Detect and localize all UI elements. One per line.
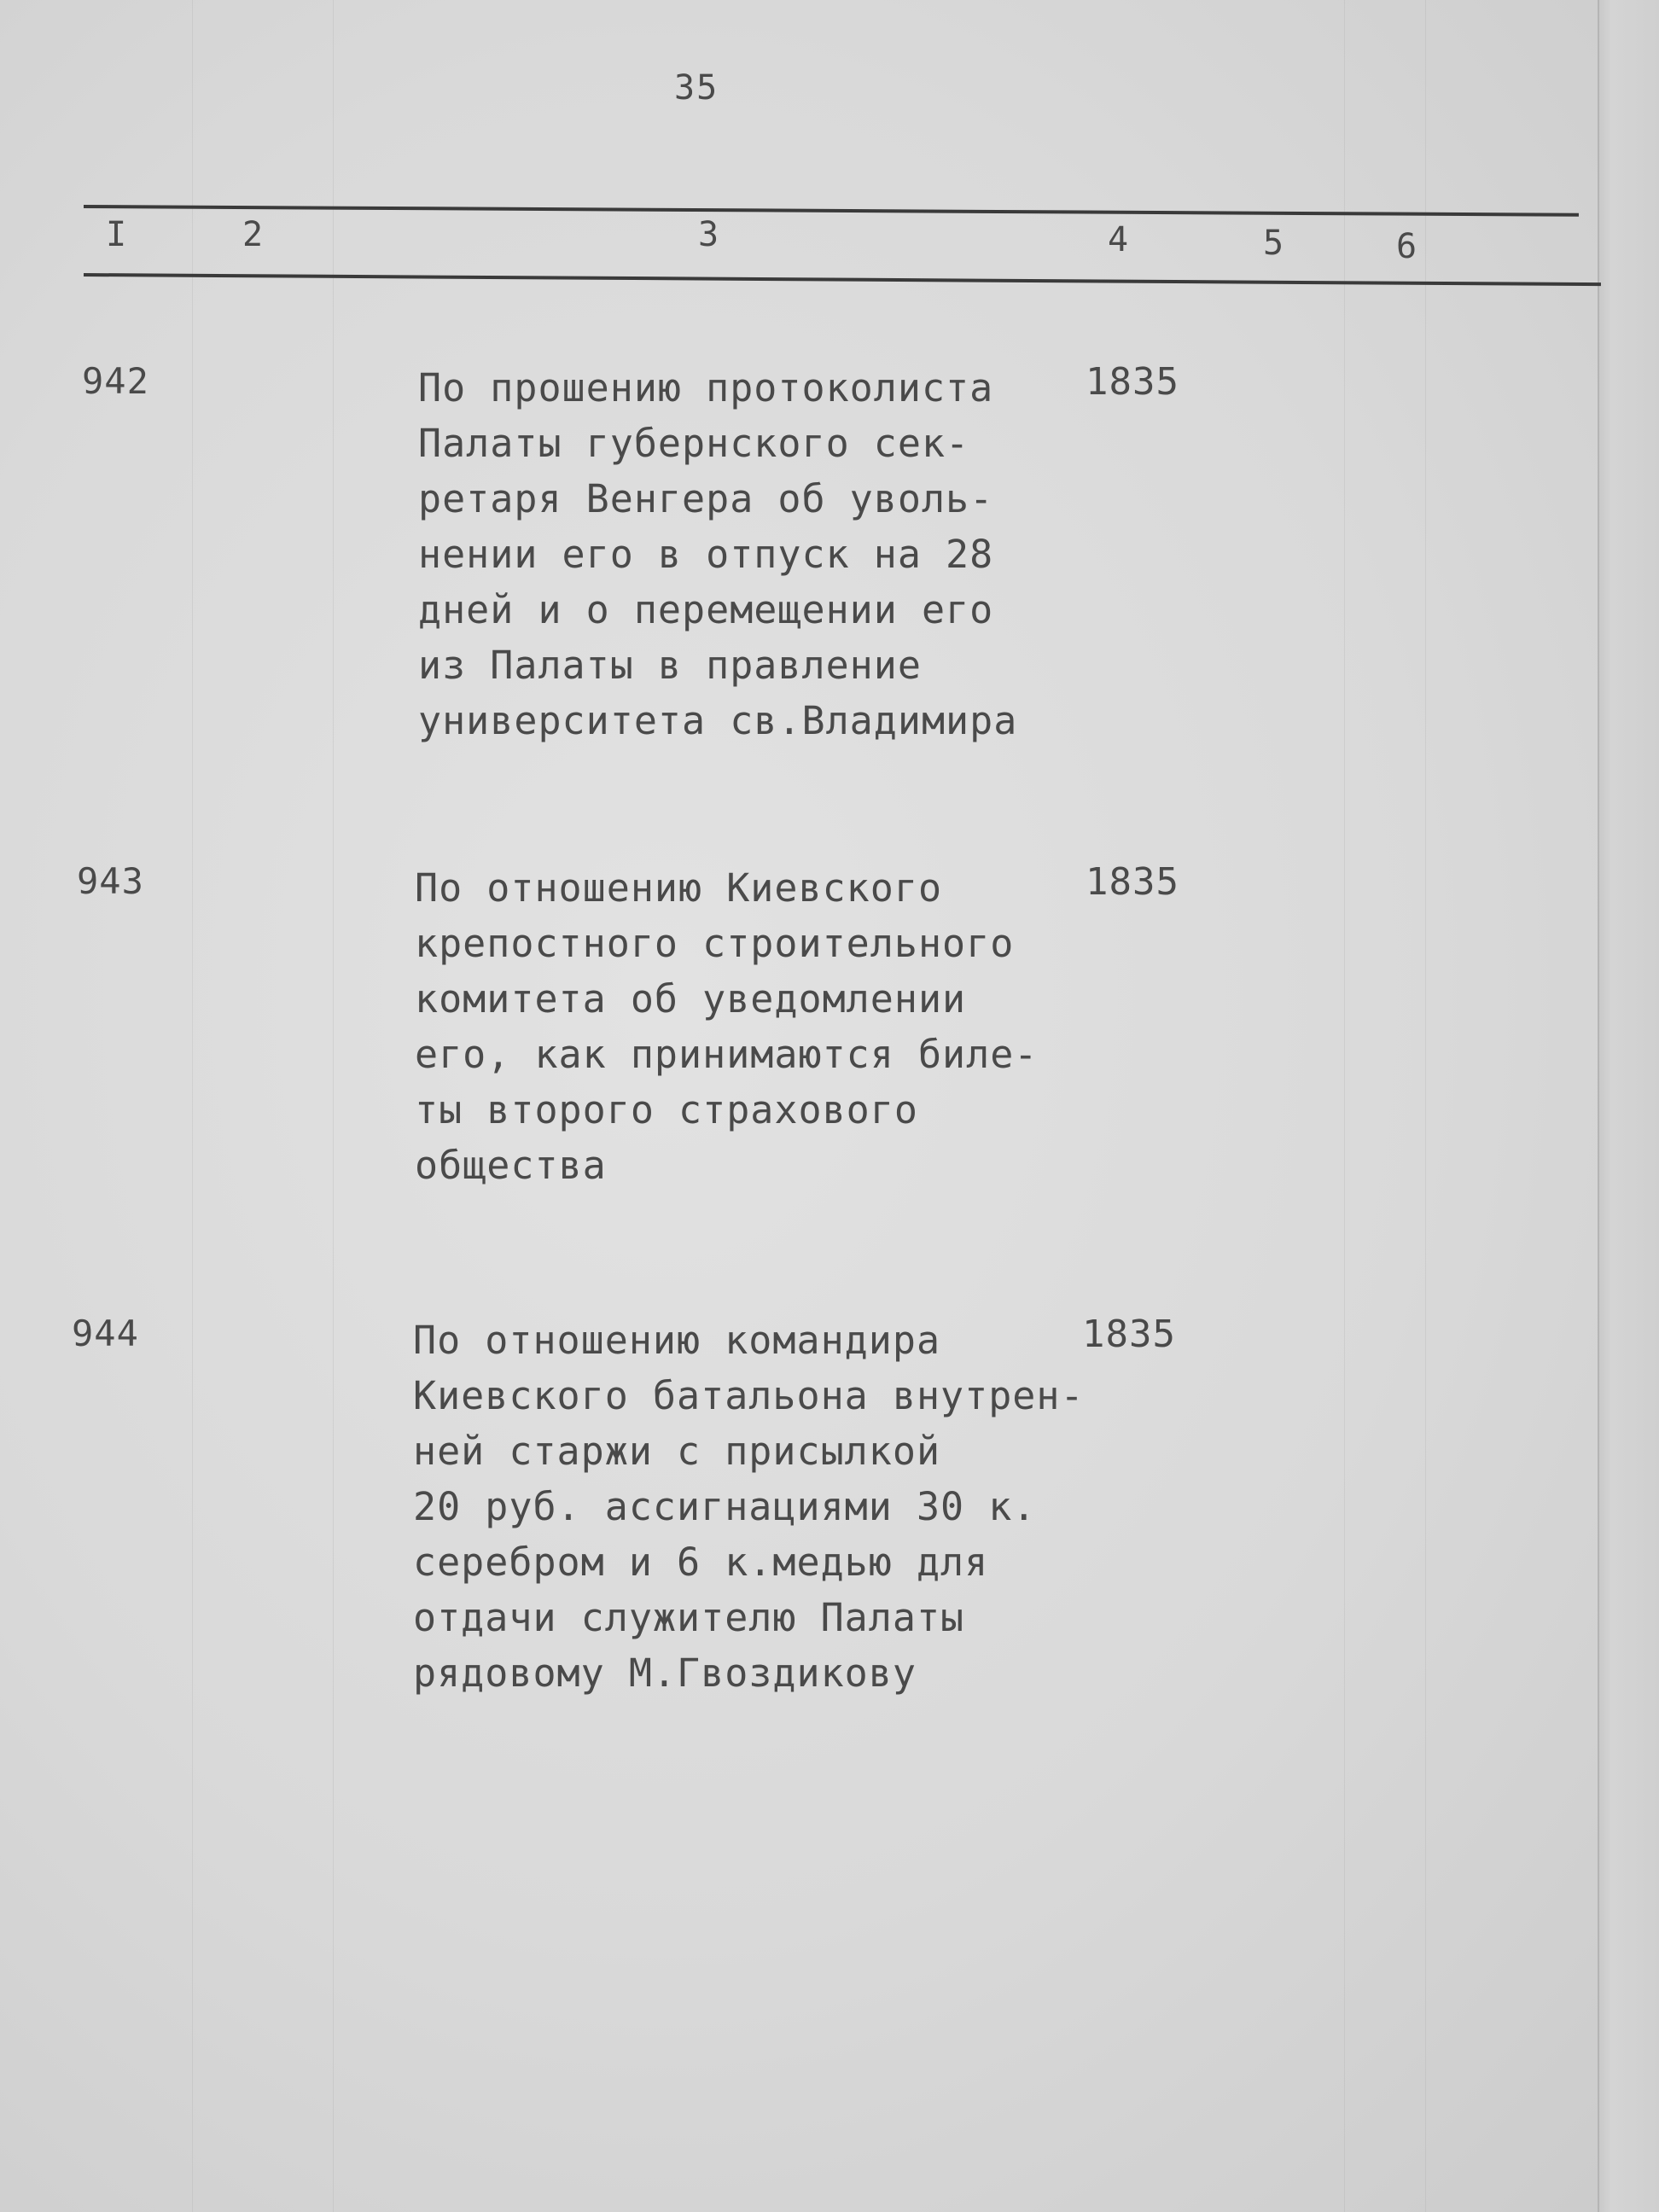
faint-column-rule xyxy=(1425,0,1426,2212)
column-header-4: 4 xyxy=(1108,220,1129,259)
description-line: Киевского батальона внутрен- xyxy=(413,1373,1085,1418)
description-line: дней и о перемещении его xyxy=(418,587,994,632)
column-header-1: I xyxy=(106,215,127,254)
record-number: 942 xyxy=(82,360,149,402)
page-right-edge xyxy=(1598,0,1659,2212)
record-year: 1835 xyxy=(1086,360,1179,404)
record-description xyxy=(413,1313,1085,1701)
description-line: нении его в отпуск на 28 xyxy=(418,532,994,577)
description-line: комитета об уведомлении xyxy=(415,976,967,1022)
description-line: ней старжи с присылкой xyxy=(413,1429,941,1474)
description-line: рядовому М.Гвоздикову xyxy=(413,1650,917,1696)
description-line: ретаря Венгера об уволь- xyxy=(418,476,994,521)
description-line: серебром и 6 к.медью для xyxy=(413,1540,989,1585)
description-line: По отношению командира xyxy=(413,1318,941,1363)
header-top-rule xyxy=(84,205,1579,217)
column-header-2: 2 xyxy=(242,215,264,254)
column-header-3: 3 xyxy=(698,215,719,254)
record-year: 1835 xyxy=(1082,1313,1176,1356)
description-line: Палаты губернского сек- xyxy=(418,421,970,466)
record-description xyxy=(415,860,1080,1193)
description-line: 20 руб. ассигнациями 30 к. xyxy=(413,1484,1037,1529)
description-line: По прошению протоколиста xyxy=(418,365,994,410)
description-line: его, как принимаются биле- xyxy=(415,1032,1039,1077)
record-year: 1835 xyxy=(1086,860,1179,904)
page-number: 35 xyxy=(674,68,719,108)
column-header-6: 6 xyxy=(1396,227,1417,266)
description-line: общества xyxy=(415,1143,607,1188)
faint-column-rule xyxy=(1344,0,1345,2212)
description-line: из Палаты в правление xyxy=(418,643,922,688)
description-line: По отношению Киевского xyxy=(415,865,943,911)
faint-column-rule xyxy=(333,0,334,2212)
record-number: 943 xyxy=(77,860,144,902)
description-line: университета св.Владимира xyxy=(418,698,1018,743)
description-line: ты второго страхового xyxy=(415,1087,918,1132)
description-line: отдачи служителю Палаты xyxy=(413,1595,965,1640)
header-bottom-rule xyxy=(84,273,1601,286)
column-header-5: 5 xyxy=(1263,224,1284,263)
record-description xyxy=(418,360,1084,748)
description-line: крепостного строительного xyxy=(415,921,1015,966)
record-number: 944 xyxy=(72,1313,139,1354)
faint-column-rule xyxy=(192,0,193,2212)
